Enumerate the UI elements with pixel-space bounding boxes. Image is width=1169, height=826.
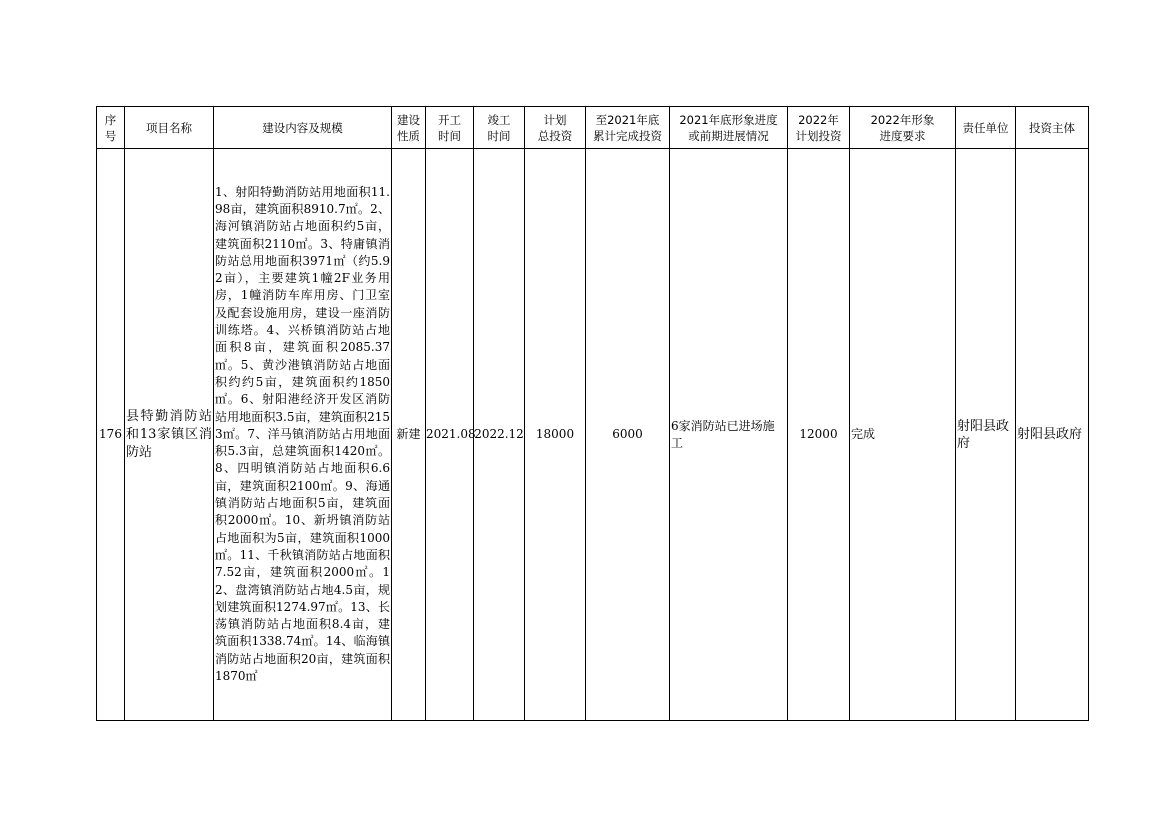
header-plan-total-line2: 总投资 [537, 128, 573, 143]
header-plan-2022 [788, 107, 850, 149]
header-start-line1: 开工 [438, 112, 461, 127]
header-start-line2: 时间 [438, 128, 461, 143]
header-seq [97, 107, 125, 149]
project-table [96, 106, 1089, 721]
header-finish [474, 107, 525, 149]
header-seq-line1: 序 [104, 112, 117, 127]
header-plan-2022-line1: 2022年 [798, 112, 839, 127]
header-investor: 投资主体 [1016, 107, 1089, 149]
cell-progress-2021: 6家消防站已进场施工 [670, 149, 788, 721]
header-resp-unit: 责任单位 [956, 107, 1016, 149]
header-req-2022 [850, 107, 956, 149]
cell-investor: 射阳县政府 [1016, 149, 1089, 721]
cell-seq: 176 [97, 149, 125, 721]
header-progress-2021-line1: 2021年底形象进度 [679, 112, 778, 127]
cell-name: 县特勤消防站和13家镇区消防站 [125, 149, 214, 721]
cell-content: 1、射阳特勤消防站用地面积11.98亩，建筑面积8910.7㎡。2、海河镇消防站占地面积约5亩，建筑面积2110㎡。3、特庸镇消防站总用地面积3971㎡（约5.92亩），主要建筑1幢2F业务用房，1幢消防车库用房、门卫室及配套设施用房，建设一座消防训练塔。4、兴桥镇消防站占地面积8亩，建筑面积2085.37㎡。5、黄沙港镇消防站占地面积约约5亩，建筑面积约1850㎡。6、射阳港经济开发区消防站用地面积3.5亩，建筑面积2153㎡。7、洋马镇消防站占用地面积5.3亩，总建筑面积1420㎡。8、四明镇消防站占地面积6.6亩，建筑面积2100㎡。9、海通镇消防站占地面积5亩，建筑面积2000㎡。10、新坍镇消防站占地面积为5亩，建筑面积1000㎡。11、千秋镇消防站占地面积7.52亩，建筑面积2000㎡。12、盘湾镇消防站占地4.5亩，规划建筑面积1274.97㎡。13、长荡镇消防站占地面积8.4亩，建筑面积1338.74㎡。14、临海镇消防站占地面积20亩，建筑面积1870㎡ [214, 149, 392, 721]
header-row [97, 107, 1089, 149]
header-start [426, 107, 474, 149]
header-content: 建设内容及规模 [214, 107, 392, 149]
header-nature-line1: 建设 [397, 112, 420, 127]
cell-req-2022: 完成 [850, 149, 956, 721]
cell-nature: 新建 [392, 149, 426, 721]
header-nature-line2: 性质 [397, 128, 420, 143]
header-progress-2021 [670, 107, 788, 149]
cell-plan-total: 18000 [525, 149, 586, 721]
header-progress-2021-line2: 或前期进展情况 [688, 128, 769, 143]
header-nature [392, 107, 426, 149]
header-finish-line1: 竣工 [487, 112, 511, 127]
header-plan-2022-line2: 计划投资 [795, 128, 842, 143]
header-cum-2021-line2: 累计完成投资 [593, 128, 662, 143]
cell-finish: 2022.12 [474, 149, 525, 721]
header-cum-2021-line1: 至2021年底 [595, 112, 660, 127]
header-plan-total-line1: 计划 [543, 112, 567, 127]
header-finish-line2: 时间 [487, 128, 511, 143]
cell-cum-2021: 6000 [586, 149, 670, 721]
table-row [97, 149, 1089, 721]
header-req-2022-line1: 2022年形象 [870, 112, 935, 127]
header-req-2022-line2: 进度要求 [879, 128, 926, 143]
header-name: 项目名称 [125, 107, 214, 149]
header-plan-total [525, 107, 586, 149]
header-cum-2021 [586, 107, 670, 149]
cell-plan-2022: 12000 [788, 149, 850, 721]
header-seq-line2: 号 [104, 128, 117, 143]
cell-resp-unit: 射阳县政府 [956, 149, 1016, 721]
cell-start: 2021.08 [426, 149, 474, 721]
